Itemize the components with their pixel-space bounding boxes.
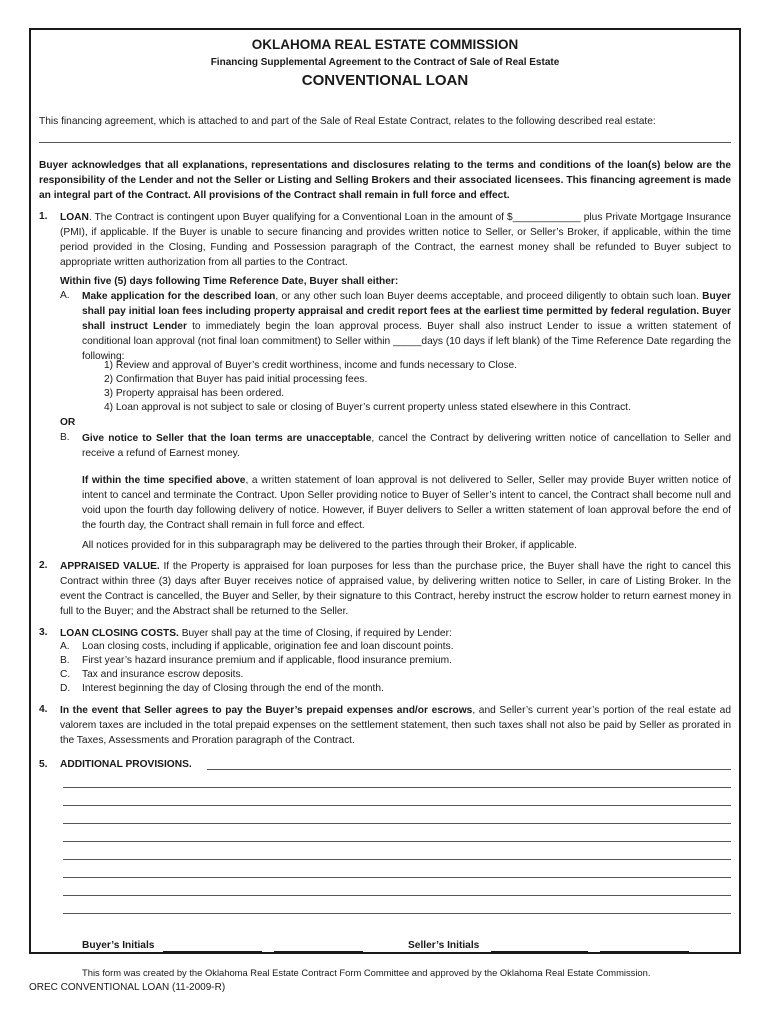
- section-1-body: . The Contract is contingent upon Buyer qualifying for a Conventional Loan in the amount of $____________ plus Private Mortgage Insurance (PMI), if applicable. If the Buyer is unable to secure financing and provides written notice to Seller, or Seller’s Broker, if applicable, within the time period provided in the Closing, Funding and Possession paragraph of the Contract, the earnest money shall be refunded to Buyer subject to appropriate written authorization from all parties to the Contract.: [60, 212, 731, 268]
- if-within-heading: If within the time specified above: [82, 475, 246, 486]
- option-b-text: [82, 431, 731, 461]
- additional-provisions-line-6[interactable]: [63, 859, 731, 860]
- additional-provisions-line-5[interactable]: [63, 841, 731, 842]
- notice-of-intent-text: [82, 473, 731, 533]
- option-a-body2: to immediately begin the loan approval process. Buyer shall also instruct Lender to issue a written statement of conditional loan approval (not final loan commitment) to Seller within _____days (10 days if left blank) of the Time Reference Date regarding the following:: [82, 321, 732, 362]
- approval-item-2: 2) Confirmation that Buyer has paid initial processing fees.: [104, 374, 368, 385]
- section-1-heading: LOAN: [60, 212, 89, 223]
- buyer-initials-field-1[interactable]: [163, 951, 262, 952]
- section-2-body: If the Property is appraised for loan purposes for less than the purchase price, the Buyer shall have the right to cancel this Contract within three (3) days after Buyer receives notice of appraised value, by delivering written notice to Seller, in care of Listing Broker. In the event the Contract is cancelled, the Buyer and Seller, by their signature to this Contract, hereby instruct the escrow holder to return earnest money in full to the Buyer; and the Abstract shall be returned to the Seller.: [60, 561, 731, 617]
- option-a-heading: Make application for the described loan: [82, 291, 276, 302]
- seller-initials-field-1[interactable]: [491, 951, 588, 952]
- closing-cost-item-a: A. Loan closing costs, including if applicable, origination fee and loan discount points.: [60, 641, 454, 652]
- form-title: CONVENTIONAL LOAN: [301, 72, 469, 89]
- commission-heading: OKLAHOMA REAL ESTATE COMMISSION: [251, 37, 519, 52]
- if-within-body: , a written statement of loan approval is not delivered to Seller, Seller may provide Buyer written notice of intent to cancel and terminate the Contract. Upon Seller providing notice to Buyer of Seller’s intent to cancel, the Contract shall become null and void upon the fourth day following delivery of notice. However, if Buyer delivers to Seller a written statement of loan approval before the end of the fourth day, the Contract shall remain in full force and effect.: [82, 475, 731, 531]
- additional-provisions-line-7[interactable]: [63, 877, 731, 878]
- or-label: OR: [60, 417, 76, 428]
- closing-cost-item-b: B. First year’s hazard insurance premium and if applicable, flood insurance premium.: [60, 655, 452, 666]
- form-subtitle: Financing Supplemental Agreement to the Contract of Sale of Real Estate: [210, 57, 560, 68]
- section-5-number: 5.: [39, 759, 48, 770]
- section-2-number: 2.: [39, 560, 48, 571]
- section-3-heading: LOAN CLOSING COSTS.: [60, 628, 179, 639]
- section-2-text: [60, 559, 731, 619]
- option-a-body1: , or any other such loan Buyer deems acceptable, and proceed diligently to obtain such loan.: [275, 291, 703, 302]
- section-4-number: 4.: [39, 704, 48, 715]
- section-2-heading: APPRAISED VALUE.: [60, 561, 160, 572]
- footer-note: This form was created by the Oklahoma Real Estate Contract Form Committee and approved by the Oklahoma Real Estate Commission.: [82, 967, 651, 978]
- option-a-bold: Buyer shall pay initial loan fees including property appraisal and credit report fees at the earliest time permitted by federal regulation. Buyer shall instruct Lender: [82, 291, 731, 332]
- section-5-heading: ADDITIONAL PROVISIONS.: [60, 759, 192, 770]
- property-description-line[interactable]: [39, 142, 731, 143]
- additional-provisions-line-1[interactable]: [207, 769, 731, 770]
- option-a-letter: A.: [60, 290, 70, 301]
- section-1-text: [60, 210, 731, 270]
- section-3-text: [60, 626, 731, 641]
- intro-text: This financing agreement, which is attached to and part of the Sale of Real Estate Contract, relates to the following described real estate:: [39, 116, 656, 127]
- closing-cost-item-c: C. Tax and insurance escrow deposits.: [60, 669, 244, 680]
- section-4-text: [60, 703, 731, 748]
- within-five-days: Within five (5) days following Time Reference Date, Buyer shall either:: [60, 276, 399, 287]
- section-3-number: 3.: [39, 627, 48, 638]
- seller-initials-field-2[interactable]: [600, 951, 689, 952]
- notices-text: All notices provided for in this subparagraph may be delivered to the parties through their Broker, if applicable.: [82, 540, 577, 551]
- acknowledgment-text: Buyer acknowledges that all explanations, representations and disclosures relating to the terms and conditions of the loan(s) below are the responsibility of the Lender and not the Seller or Listing and Selling Brokers and their associated licensees. This financing agreement is made an integral part of the Contract. All provisions of the Contract shall remain in full force and effect.: [39, 160, 731, 201]
- section-3-body: Buyer shall pay at the time of Closing, if required by Lender:: [178, 628, 452, 639]
- closing-cost-item-d: D. Interest beginning the day of Closing through the end of the month.: [60, 683, 384, 694]
- additional-provisions-line-3[interactable]: [63, 805, 731, 806]
- option-b-letter: B.: [60, 432, 70, 443]
- form-code: OREC CONVENTIONAL LOAN (11-2009-R): [29, 982, 226, 993]
- approval-item-4: 4) Loan approval is not subject to sale or closing of Buyer’s current property unless stated elsewhere in this Contract.: [104, 402, 631, 413]
- additional-provisions-line-9[interactable]: [63, 913, 731, 914]
- buyer-initials-field-2[interactable]: [274, 951, 363, 952]
- approval-item-1: 1) Review and approval of Buyer’s credit worthiness, income and funds necessary to Close.: [104, 360, 517, 371]
- approval-item-3: 3) Property appraisal has been ordered.: [104, 388, 285, 399]
- additional-provisions-line-2[interactable]: [63, 787, 731, 788]
- option-b-heading: Give notice to Seller that the loan terms are unacceptable: [82, 433, 372, 444]
- option-a-text: [82, 289, 731, 364]
- buyer-initials-label: Buyer’s Initials: [82, 940, 155, 951]
- additional-provisions-line-4[interactable]: [63, 823, 731, 824]
- option-b-body: , cancel the Contract by delivering written notice of cancellation to Seller and receive a refund of Earnest money.: [82, 433, 731, 459]
- section-4-body: , and Seller’s current year’s portion of the real estate ad valorem taxes are included in the total prepaid expenses on the settlement statement, then such taxes shall not also be paid by Seller as prorated in the Taxes, Assessments and Proration paragraph of the Contract.: [60, 705, 731, 746]
- additional-provisions-line-8[interactable]: [63, 895, 731, 896]
- section-1-number: 1.: [39, 211, 48, 222]
- seller-initials-label: Seller’s Initials: [408, 940, 480, 951]
- section-4-heading: In the event that Seller agrees to pay the Buyer’s prepaid expenses and/or escrows: [60, 705, 473, 716]
